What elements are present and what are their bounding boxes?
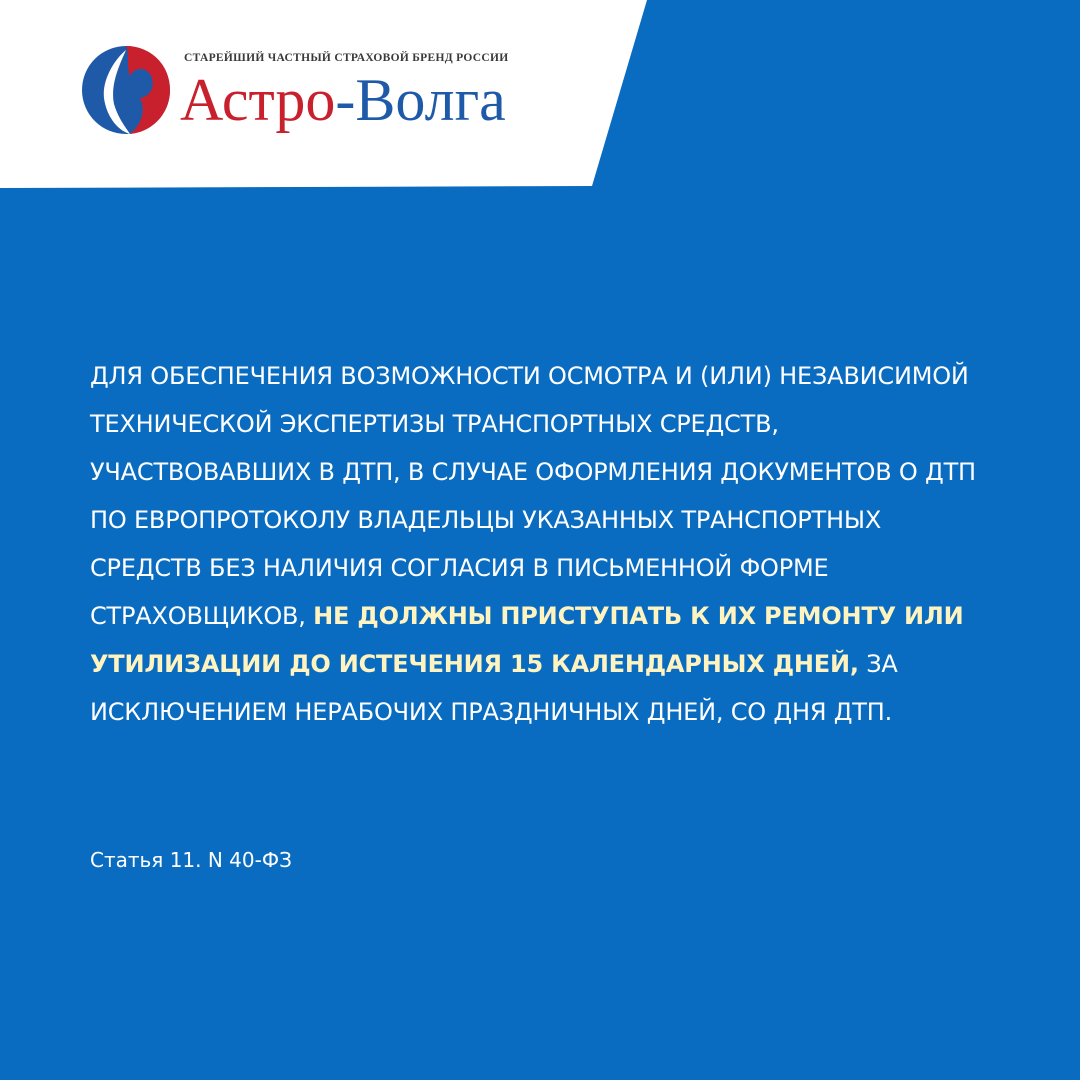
brand-tagline: СТАРЕЙШИЙ ЧАСТНЫЙ СТРАХОВОЙ БРЕНД РОССИИ bbox=[184, 52, 509, 64]
astro-volga-emblem-icon bbox=[80, 44, 172, 136]
statement-text-end: ЗА ИСКЛЮЧЕНИЕМ НЕРАБОЧИХ ПРАЗДНИЧНЫХ ДНЕЙ, СО ДНЯ ДТП. bbox=[90, 650, 898, 726]
brand-logo bbox=[80, 44, 570, 144]
statement-highlight: НЕ ДОЛЖНЫ ПРИСТУПАТЬ К ИХ РЕМОНТУ ИЛИ УТИЛИЗАЦИИ ДО ИСТЕЧЕНИЯ 15 КАЛЕНДАРНЫХ ДНЕЙ, bbox=[90, 602, 964, 678]
brand-name-part1: Астро bbox=[180, 67, 336, 133]
brand-name-part2: Волга bbox=[355, 67, 506, 133]
statement-text-start: ДЛЯ ОБЕСПЕЧЕНИЯ ВОЗМОЖНОСТИ ОСМОТРА И (ИЛИ) НЕЗАВИСИМОЙ ТЕХНИЧЕСКОЙ ЭКСПЕРТИЗЫ ТРАНСПОРТНЫХ СРЕДСТВ, УЧАСТВОВАВШИХ В ДТП, В СЛУЧАЕ ОФОРМЛЕНИЯ ДОКУМЕНТОВ О ДТП ПО ЕВРОПРОТОКОЛУ ВЛАДЕЛЬЦЫ УКАЗАННЫХ ТРАНСПОРТНЫХ СРЕДСТВ БЕЗ НАЛИЧИЯ СОГЛАСИЯ В ПИСЬМЕННОЙ ФОРМЕ СТРАХОВЩИКОВ, bbox=[90, 362, 976, 630]
main-statement bbox=[90, 352, 990, 736]
brand-name-dash: - bbox=[335, 67, 356, 133]
brand-name bbox=[180, 64, 506, 136]
law-reference: Статья 11. N 40-ФЗ bbox=[90, 848, 292, 872]
